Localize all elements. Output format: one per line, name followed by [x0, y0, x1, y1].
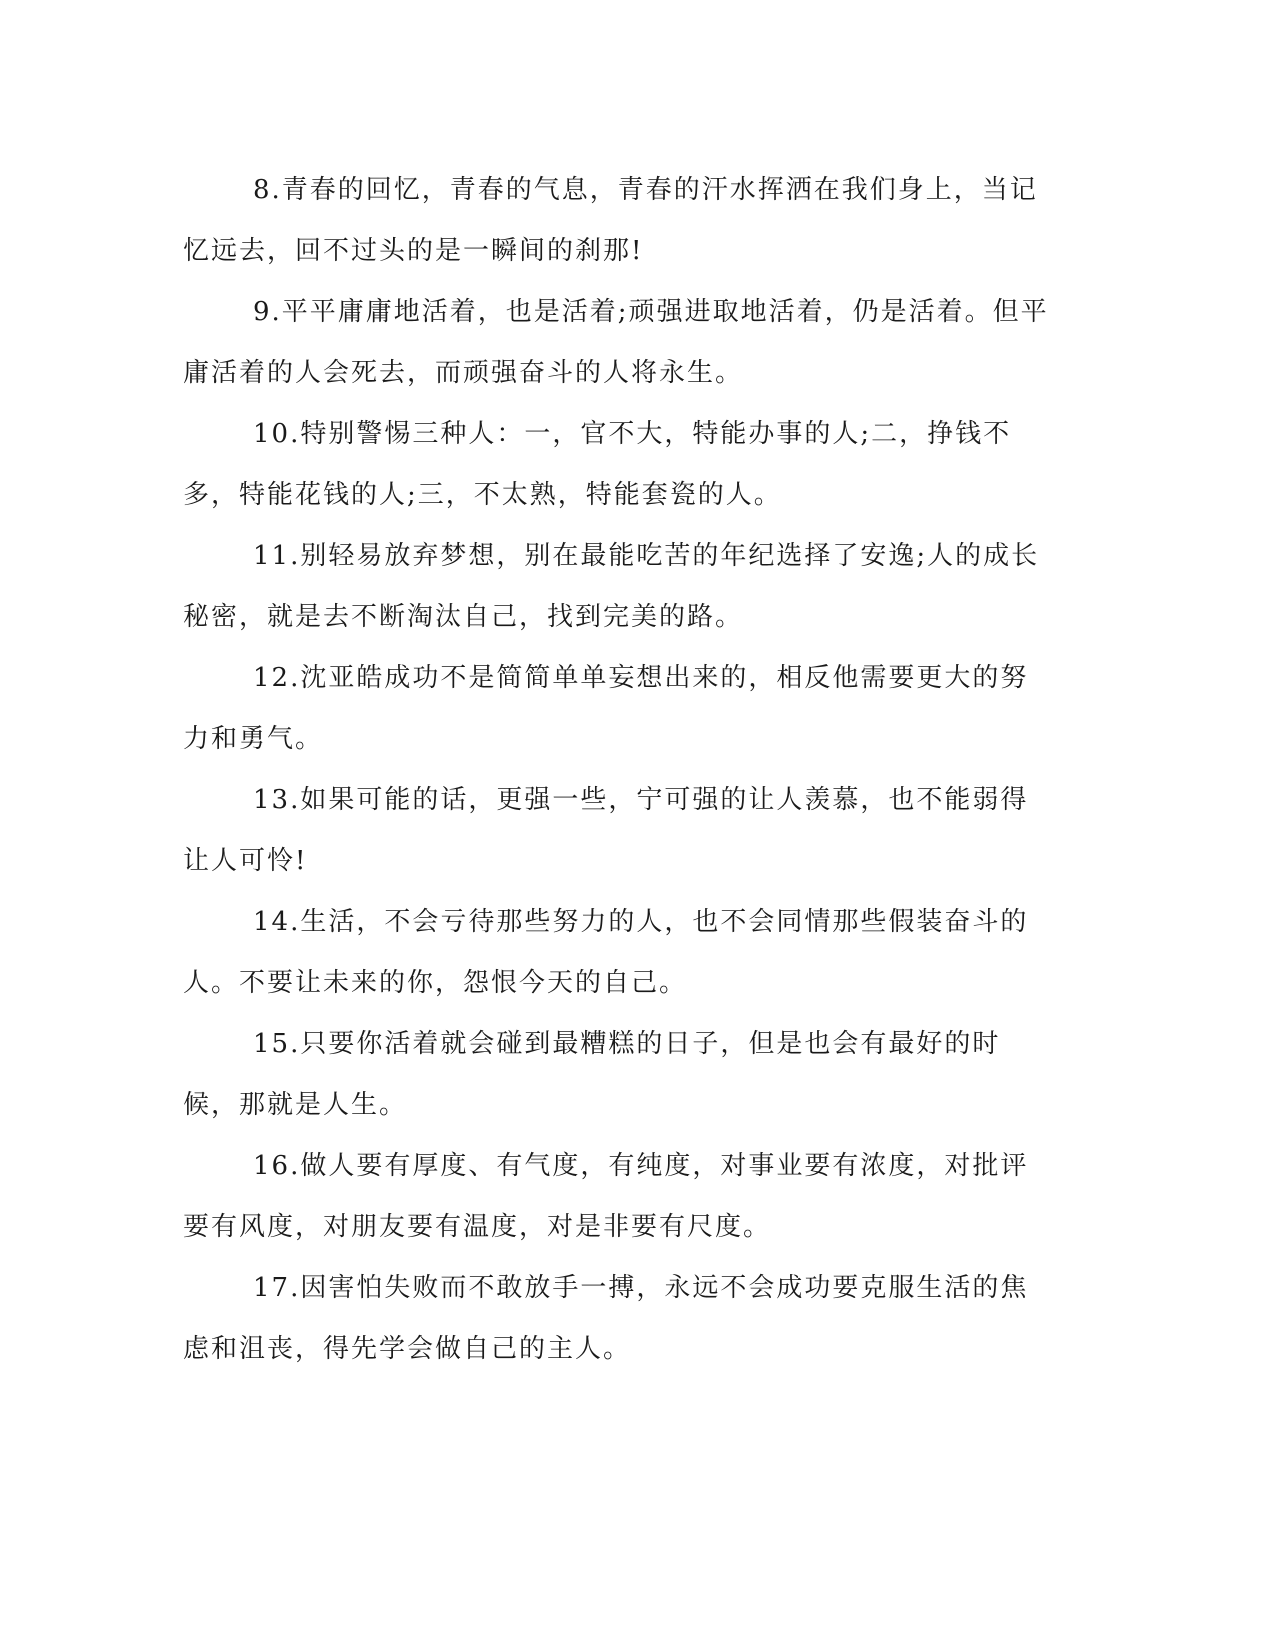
quote-paragraph-14: 14.生活，不会亏待那些努力的人，也不会同情那些假装奋斗的人。不要让未来的你，怨恨今天的自己。: [183, 907, 1029, 998]
document-body: [183, 160, 1053, 1380]
quote-paragraph-10: 10.特别警惕三种人：一，官不大，特能办事的人;二，挣钱不多，特能花钱的人;三，不太熟，特能套瓷的人。: [183, 419, 1012, 510]
quote-paragraph-13: 13.如果可能的话，更强一些，宁可强的让人羡慕，也不能弱得让人可怜!: [183, 785, 1029, 876]
quote-paragraph-17: 17.因害怕失败而不敢放手一搏，永远不会成功要克服生活的焦虑和沮丧，得先学会做自己的主人。: [183, 1273, 1029, 1364]
quote-paragraph-11: 11.别轻易放弃梦想，别在最能吃苦的年纪选择了安逸;人的成长秘密，就是去不断淘汰自己，找到完美的路。: [183, 541, 1040, 632]
quote-paragraph-12: 12.沈亚皓成功不是简简单单妄想出来的，相反他需要更大的努力和勇气。: [183, 663, 1029, 754]
quote-paragraph-8: 8.青春的回忆，青春的气息，青春的汗水挥洒在我们身上，当记忆远去，回不过头的是一瞬间的刹那!: [183, 175, 1038, 266]
quote-paragraph-16: 16.做人要有厚度、有气度，有纯度，对事业要有浓度，对批评要有风度，对朋友要有温度，对是非要有尺度。: [183, 1151, 1029, 1242]
quote-paragraph-9: 9.平平庸庸地活着，也是活着;顽强进取地活着，仍是活着。但平庸活着的人会死去，而顽强奋斗的人将永生。: [183, 297, 1049, 388]
quote-paragraph-15: 15.只要你活着就会碰到最糟糕的日子，但是也会有最好的时候，那就是人生。: [183, 1029, 1001, 1120]
